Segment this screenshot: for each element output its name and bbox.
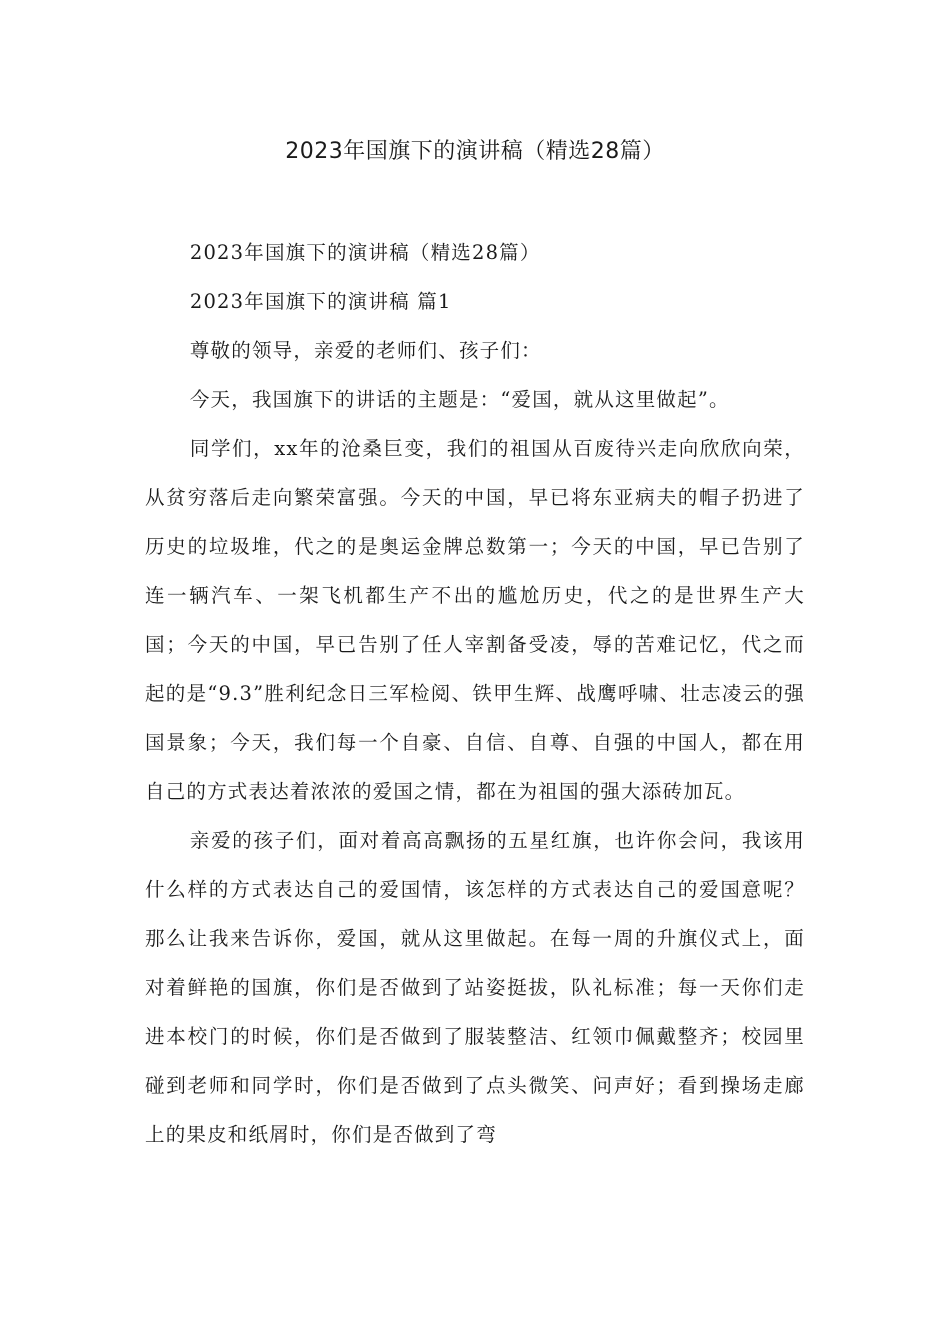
body-paragraph: 亲爱的孩子们，面对着高高飘扬的五星红旗，也许你会问，我该用什么样的方式表达自己的爱国情，该怎样的方式表达自己的爱国意呢？那么让我来告诉你，爱国，就从这里做起。在每一周的升旗仪式上，面对着鲜艳的国旗，你们是否做到了站姿挺拔，队礼标准；每一天你们走进本校门的时候，你们是否做到了服装整洁、红领巾佩戴整齐；校园里碰到老师和同学时，你们是否做到了点头微笑、问声好；看到操场走廊上的果皮和纸屑时，你们是否做到了弯 <box>145 829 805 1146</box>
salutation-paragraph: 尊敬的领导，亲爱的老师们、孩子们： <box>189 339 542 362</box>
section-heading: 2023年国旗下的演讲稿 篇1 <box>189 290 452 313</box>
theme-paragraph: 今天，我国旗下的讲话的主题是：“爱国，就从这里做起”。 <box>189 388 730 411</box>
document-body <box>145 228 805 1159</box>
subtitle-paragraph: 2023年国旗下的演讲稿（精选28篇） <box>189 241 541 264</box>
body-paragraph: 同学们，xx年的沧桑巨变，我们的祖国从百废待兴走向欣欣向荣，从贫穷落后走向繁荣富强。今天的中国，早已将东亚病夫的帽子扔进了历史的垃圾堆，代之的是奥运金牌总数第一；今天的中国，早已告别了连一辆汽车、一架飞机都生产不出的尴尬历史，代之的是世界生产大国；今天的中国，早已告别了任人宰割备受凌，辱的苦难记忆，代之而起的是“9.3”胜利纪念日三军检阅、铁甲生辉、战鹰呼啸、壮志凌云的强国景象；今天，我们每一个自豪、自信、自尊、自强的中国人，都在用自己的方式表达着浓浓的爱国之情，都在为祖国的强大添砖加瓦。 <box>145 437 805 803</box>
document-title: 2023年国旗下的演讲稿（精选28篇） <box>285 139 665 164</box>
